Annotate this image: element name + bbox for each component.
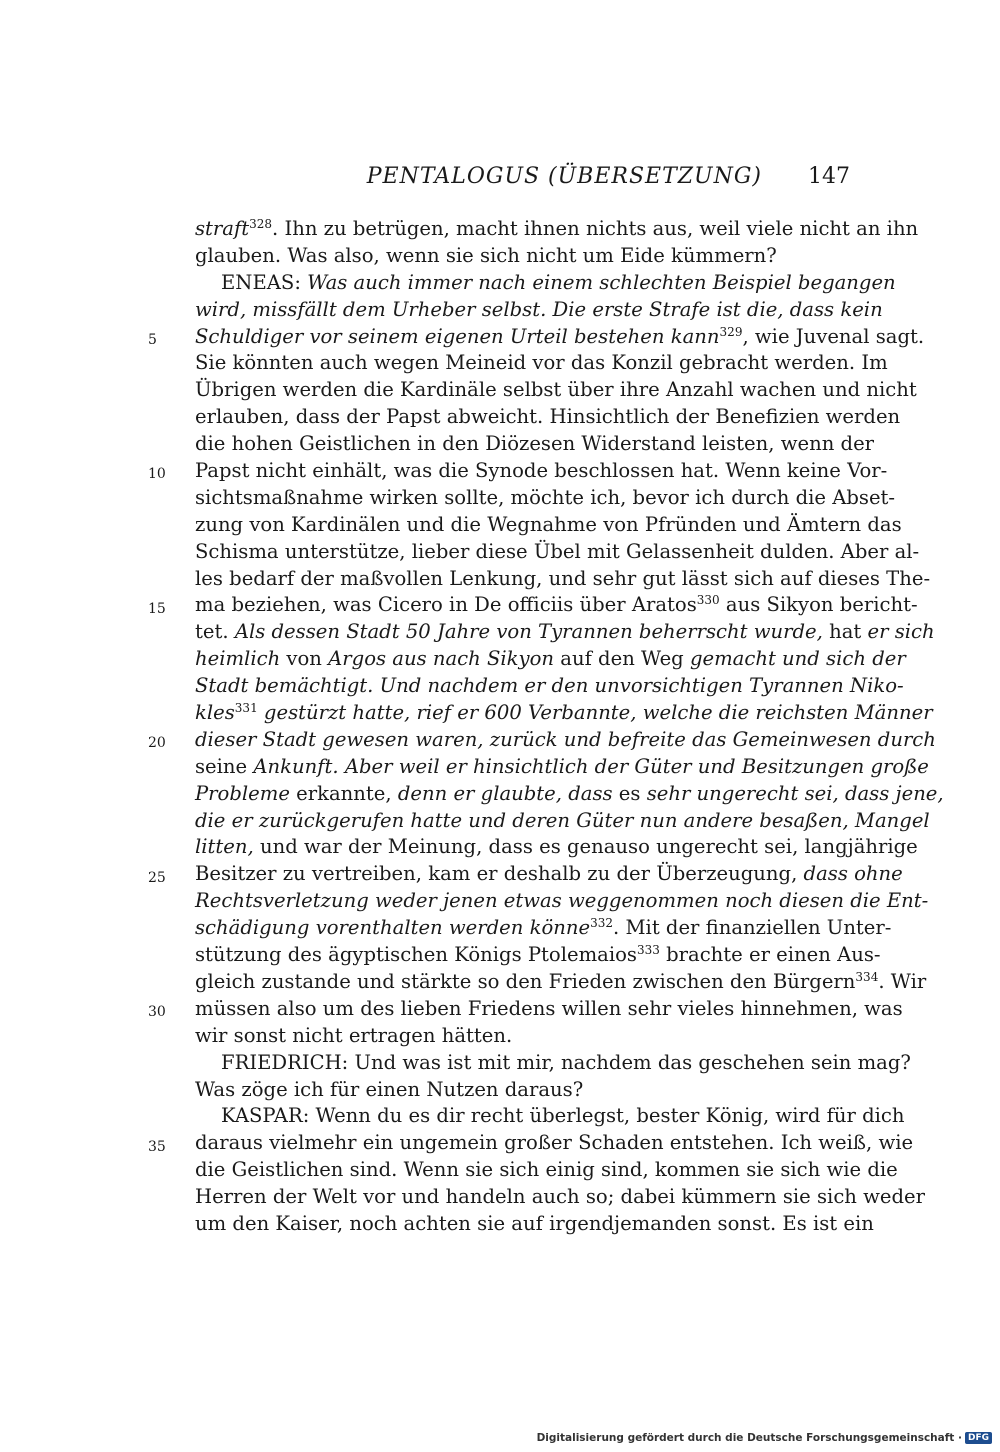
text-line — [195, 592, 918, 619]
dfg-logo: DFG — [965, 1432, 992, 1444]
text-run: seine — [195, 754, 254, 778]
text-run: brachte er einen Aus- — [659, 943, 881, 967]
footnote-marker: 330 — [696, 593, 720, 608]
italic-text: Als dessen Stadt 50 Jahre von Tyrannen beherrscht wurde, — [234, 620, 823, 644]
text-run: gleich zustande und stärkte so den Frieden zwischen den Bürgern — [195, 969, 856, 993]
text-line — [195, 673, 904, 700]
text-run: und war der Meinung, dass es genauso ungerecht sei, langjährige — [253, 835, 918, 859]
text-line — [195, 1050, 911, 1077]
text-run: von — [280, 647, 329, 671]
text-run: Besitzer zu vertreiben, kam er deshalb zu der Überzeugung, — [195, 862, 804, 886]
text-line — [195, 243, 848, 270]
italic-text: gemacht und sich der — [689, 647, 906, 671]
italic-text: schädigung vorenthalten werden könne — [195, 916, 591, 940]
footnote-marker: 331 — [234, 701, 258, 716]
italic-text: dieser Stadt gewesen waren, zurück und befreite das Gemeinwesen durch — [195, 727, 936, 751]
italic-text: Stadt bemächtigt. Und nachdem er den unvorsichtigen Tyrannen Niko- — [195, 674, 904, 698]
line-number: 35 — [148, 1138, 166, 1155]
text-run: erkannte, — [289, 781, 398, 805]
text-run: die hohen Geistlichen in den Diözesen Widerstand leisten, wenn der — [195, 432, 875, 456]
line-number: 15 — [148, 600, 166, 617]
text-run: glauben. Was also, wenn sie sich nicht um Eide kümmern? — [195, 243, 777, 267]
text-line — [195, 1211, 874, 1238]
text-line — [195, 1103, 905, 1130]
text-line — [195, 861, 903, 888]
text-line — [195, 431, 875, 458]
text-run: müssen also um des lieben Friedens willen sehr vieles hinnehmen, was — [195, 996, 903, 1020]
text-run: Schisma unterstütze, lieber diese Übel mit Gelassenheit dulden. Aber al- — [195, 539, 920, 563]
text-line — [195, 297, 883, 324]
text-run: tet. — [195, 620, 235, 644]
text-run: les bedarf der maßvollen Lenkung, und sehr gut lässt sich auf dieses The- — [195, 566, 931, 590]
text-run: ma beziehen, was Cicero in De officiis über Aratos — [195, 593, 697, 617]
italic-text: wird, missfällt dem Urheber selbst. Die erste Strafe ist die, dass kein — [195, 297, 883, 321]
text-line — [195, 270, 896, 297]
text-run: Herren der Welt vor und handeln auch so; dabei kümmern sie sich weder — [195, 1185, 926, 1209]
footnote-marker: 329 — [719, 324, 743, 339]
text-run: . Mit der finanziellen Unter- — [613, 916, 892, 940]
text-run: zung von Kardinälen und die Wegnahme von Pfründen und Ämtern das — [195, 512, 902, 536]
italic-text: Probleme — [195, 781, 290, 805]
text-run: aus Sikyon bericht- — [719, 593, 918, 617]
italic-text: die er zurückgerufen hatte und deren Güter nun andere besaßen, Mangel — [195, 808, 930, 832]
text-line — [195, 969, 927, 996]
body-text — [195, 216, 944, 1238]
text-line — [195, 404, 901, 431]
text-line — [195, 808, 930, 835]
text-line — [195, 216, 919, 243]
text-line — [195, 834, 918, 861]
digitization-footer — [537, 1432, 992, 1444]
text-line — [195, 915, 892, 942]
italic-text: Rechtsverletzung weder jenen etwas weggenommen noch diesen die Ent- — [195, 889, 929, 913]
italic-text: gestürzt hatte, rief er 600 Verbannte, welche die reichsten Männer — [257, 701, 933, 725]
footnote-marker: 328 — [249, 217, 273, 231]
text-line — [195, 727, 936, 754]
italic-text: Argos aus nach Sikyon — [328, 647, 555, 671]
text-line — [195, 754, 929, 781]
text-run: daraus vielmehr ein ungemein großer Schaden entstehen. Ich weiß, wie — [195, 1131, 914, 1155]
text-line — [195, 1130, 914, 1157]
text-line — [195, 619, 935, 646]
page-number: 147 — [808, 164, 850, 189]
text-line — [195, 781, 944, 808]
text-run: hat — [822, 620, 868, 644]
italic-text: er sich — [867, 620, 935, 644]
line-number: 10 — [148, 466, 166, 483]
text-run: um den Kaiser, noch achten sie auf irgendjemanden sonst. Es ist ein — [195, 1211, 874, 1235]
text-run: Übrigen werden die Kardinäle selbst über ihre Anzahl wachen und nicht — [195, 378, 917, 402]
italic-text: dass ohne — [803, 862, 903, 886]
italic-text: Ankunft. Aber weil er hinsichtlich der Güter und Besitzungen große — [253, 754, 929, 778]
line-number: 25 — [148, 869, 166, 886]
text-line — [195, 700, 933, 727]
italic-text: denn er glaubte, dass — [397, 781, 613, 805]
footnote-marker: 334 — [855, 969, 879, 984]
text-line — [195, 1023, 848, 1050]
text-line — [195, 512, 902, 539]
text-run: , wie Juvenal sagt. — [742, 324, 925, 348]
text-run: sichtsmaßnahme wirken sollte, möchte ich, bevor ich durch die Abset- — [195, 485, 896, 509]
text-line — [195, 1077, 848, 1104]
italic-text: heimlich — [195, 647, 281, 671]
text-run: FRIEDRICH: Und was ist mit mir, nachdem das geschehen sein mag? — [221, 1050, 911, 1074]
italic-text: straft — [195, 217, 250, 240]
text-run: die Geistlichen sind. Wenn sie sich einig sind, kommen sie sich wie die — [195, 1158, 898, 1182]
text-line — [195, 1157, 898, 1184]
text-run: KASPAR: Wenn du es dir recht überlegst, bester König, wird für dich — [221, 1104, 905, 1128]
italic-text: Schuldiger vor seinem eigenen Urteil bestehen kann — [195, 324, 720, 348]
text-run: . Wir — [878, 969, 927, 993]
text-line — [195, 646, 906, 673]
text-line — [195, 377, 917, 404]
text-line — [195, 324, 925, 351]
italic-text: kles — [195, 701, 235, 725]
text-run: Sie könnten auch wegen Meineid vor das Konzil gebracht werden. Im — [195, 351, 888, 375]
italic-text: sehr ungerecht sei, dass jene, — [646, 781, 944, 805]
text-line — [195, 485, 896, 512]
text-run: . Ihn zu betrügen, macht ihnen nichts aus, weil viele nicht an ihn — [272, 217, 919, 240]
text-run: auf den Weg — [554, 647, 690, 671]
text-line — [195, 350, 888, 377]
running-title: PENTALOGUS (ÜBERSETZUNG) — [366, 164, 762, 189]
text-run: Was zöge ich für einen Nutzen daraus? — [195, 1077, 584, 1101]
line-number: 5 — [148, 331, 157, 348]
italic-text: litten, — [195, 835, 254, 859]
line-number: 20 — [148, 735, 166, 752]
text-line — [195, 539, 920, 566]
footnote-marker: 332 — [590, 916, 614, 931]
text-line — [195, 942, 881, 969]
text-line — [195, 458, 888, 485]
text-run: Papst nicht einhält, was die Synode beschlossen hat. Wenn keine Vor- — [195, 459, 888, 483]
text-run: ENEAS: — [221, 270, 308, 294]
text-line — [195, 1184, 926, 1211]
text-line — [195, 996, 903, 1023]
page-header — [195, 164, 850, 194]
text-run: es — [612, 781, 647, 805]
italic-text: Was auch immer nach einem schlechten Beispiel begangen — [307, 270, 896, 294]
line-number: 30 — [148, 1004, 166, 1021]
footer-credit: Digitalisierung gefördert durch die Deutsche Forschungsgemeinschaft · — [536, 1432, 962, 1444]
text-run: erlauben, dass der Papst abweicht. Hinsichtlich der Benefizien werden — [195, 405, 901, 429]
footnote-marker: 333 — [636, 943, 660, 958]
text-run: wir sonst nicht ertragen hätten. — [195, 1023, 513, 1047]
text-line — [195, 566, 931, 593]
text-run: stützung des ägyptischen Königs Ptolemaios — [195, 943, 637, 967]
text-line — [195, 888, 929, 915]
